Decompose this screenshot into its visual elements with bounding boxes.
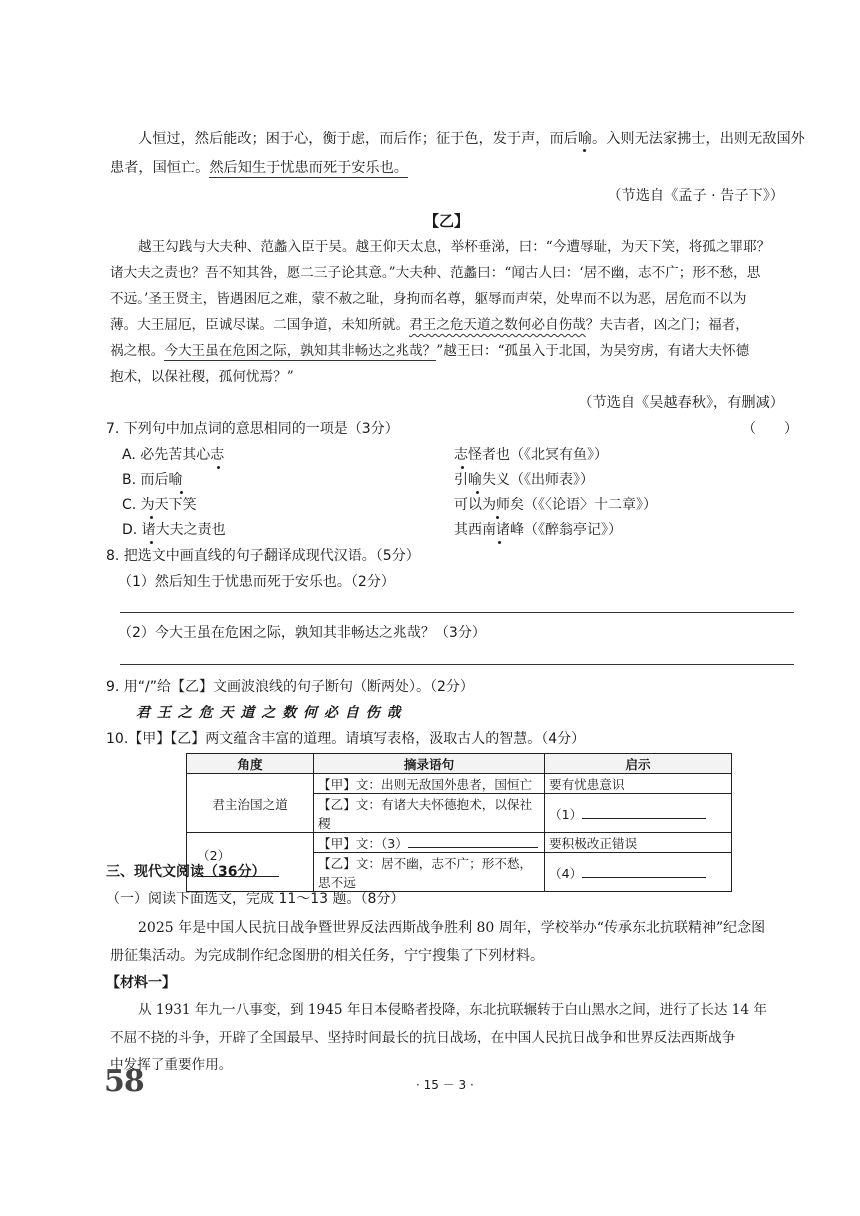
jia-line-2a: 患者，国恒亡。: [110, 160, 210, 176]
q10-group-2: （2）: [197, 847, 231, 863]
q10-row-1: [187, 774, 732, 794]
q7-option-c[interactable]: [122, 492, 197, 519]
page-number: 58: [104, 1064, 144, 1099]
q10-table: [186, 753, 732, 892]
jia-line-1c: 。入则无法家拂士，出则无敌国外: [592, 131, 805, 147]
q7-c-left: C. 为天下笑: [122, 497, 197, 513]
q10-r4-quote: 【乙】文：居不幽，志不广；形不愁，思不远: [314, 853, 545, 892]
jia-line-1: [138, 126, 805, 153]
q10-r2-insight: （1）: [549, 806, 583, 822]
q10-r4-insight: （4）: [549, 865, 583, 881]
yi-line-4a: 薄。大王屈厄，臣诚尽谋。二国争道，未知所就。: [110, 317, 410, 333]
q8-answer-line-1[interactable]: [120, 612, 794, 613]
q9-sentence[interactable]: 君 王 之 危 天 道 之 数 何 必 自 伤 哉: [136, 705, 402, 721]
q10-r2-quote: 【乙】文：有诸大夫怀德抱术，以保社稷: [314, 794, 545, 833]
q10-r3-quote-cell[interactable]: [314, 833, 545, 853]
yi-wavy-sentence: 君王之危天道之数何必自伤哉: [409, 317, 586, 333]
q7-a-dot: [217, 466, 220, 469]
yi-line-3: 不远。’圣王贤主，皆遇困厄之难，蒙不赦之耻，身拘而名尊，躯辱而声荣，处卑而不以为恶，居危而不以为: [110, 291, 747, 307]
q7-b-left: B. 而后喻: [122, 472, 183, 488]
material-1-line-3: 中发挥了重要作用。: [110, 1057, 233, 1073]
jia-line-1a: 人恒过，然后能改；困于心，衡于虑，而后作；征于色，发于声，而后: [138, 131, 578, 147]
yi-line-2: 诸大夫之责也？吾不知其咎，愿二三子论其意。”大夫种、范蠡曰：“闻古人曰：‘居不幽，志不广；形不愁，思: [110, 265, 761, 281]
q7-option-c-right: 可以为师矣（《〈论语〉十二章》）: [454, 497, 657, 513]
q10-r3-insight: 要积极改正错误: [545, 833, 732, 853]
q10-blank-3[interactable]: [408, 835, 538, 848]
q7-stem: 7. 下列句中加点词的意思相同的一项是（3分）: [106, 421, 399, 437]
q10-row-3: [187, 833, 732, 853]
q10-blank-4[interactable]: [582, 865, 706, 878]
q10-r2-insight-cell[interactable]: [545, 794, 732, 833]
q10-header-row: [187, 754, 732, 774]
section3-sub: （一）阅读下面选文，完成 11～13 题。（8分）: [106, 891, 405, 907]
q7-d-left: D. 诸大夫之责也: [122, 522, 226, 538]
q8-answer-line-2[interactable]: [120, 664, 794, 665]
q10-r1-insight: 要有忧患意识: [545, 774, 732, 794]
q10-r3-quote: 【甲】文：（3）: [318, 836, 408, 851]
jia-dotted-yu: 喻: [577, 131, 593, 147]
q7-option-a-right: 志怪者也（《北冥有鱼》）: [454, 447, 608, 463]
section3-heading: 三、现代文阅读（36分）: [106, 864, 266, 880]
q7-option-b[interactable]: [122, 467, 183, 494]
q10-stem: 10.【甲】【乙】两文蕴含丰富的道理。请填写表格，汲取古人的智慧。（4分）: [106, 731, 586, 747]
q7-answer-paren[interactable]: （ ）: [742, 421, 798, 437]
q7-d-right-dot: [498, 541, 501, 544]
yi-heading: 【乙】: [424, 212, 470, 230]
q8-sub-1: （1）然后知生于忧患而死于安乐也。（2分）: [118, 574, 395, 590]
q10-header-quote: 摘录语句: [314, 754, 545, 774]
section3-intro-1: 2025 年是中国人民抗日战争暨世界反法西斯战争胜利 80 周年，学校举办“传承东北抗联精神”纪念图: [138, 920, 766, 936]
q10-r4-insight-cell[interactable]: [545, 853, 732, 892]
jia-source: （节选自《孟子 · 告子下》）: [607, 188, 784, 204]
jia-line-2: [110, 155, 408, 182]
yi-line-1: 越王勾践与大夫种、范蠡入臣于吴。越王仰天太息，举杯垂涕，曰：“今遭辱耻，为天下笑，将孤之罪耶？: [138, 239, 771, 255]
yi-line-5: [110, 338, 749, 365]
q10-group-1: 君主治国之道: [187, 774, 314, 833]
page-label: · 15 － 3 ·: [416, 1078, 474, 1092]
yi-line-4: [110, 312, 749, 339]
q8-sub-2: （2）今大王虽在危困之际，孰知其非畅达之兆哉？（3分）: [118, 625, 486, 641]
q10-r1-quote: 【甲】文：出则无敌国外患者，国恒亡: [314, 774, 545, 794]
q9-stem: 9. 用“/”给【乙】文画波浪线的句子断句（断两处）。（2分）: [106, 679, 474, 695]
q7-option-b-right: 引喻失义（《出师表》）: [454, 472, 594, 488]
q7-option-d[interactable]: [122, 517, 226, 544]
yi-underlined-sentence: 今大王虽在危困之际，孰知其非畅达之兆哉？: [164, 343, 437, 359]
yi-line-5a: 祸之根。: [110, 343, 165, 359]
material-1-line-2: 不屈不挠的斗争，开辟了全国最早、坚持时间最长的抗日战场，在中国人民抗日战争和世界反法西斯战争: [110, 1030, 736, 1046]
q8-stem: 8. 把选文中画直线的句子翻译成现代汉语。（5分）: [106, 548, 420, 564]
q7-option-a[interactable]: [122, 442, 224, 469]
yi-line-5c: ”越王曰：“孤虽入于北国，为吴穷虏，有诸大夫怀德: [436, 343, 750, 359]
jia-underlined-sentence: 然后知生于忧患而死于安乐也。: [209, 160, 408, 176]
q10-header-angle: 角度: [187, 754, 314, 774]
yi-line-6: 抱术，以保社稷，孤何忧焉？”: [110, 369, 294, 385]
q10-header-insight: 启示: [545, 754, 732, 774]
material-1-label: 【材料一】: [106, 975, 176, 991]
q10-blank-1[interactable]: [582, 806, 706, 819]
q7-a-left: A. 必先苦其心志: [122, 447, 225, 463]
material-1-line-1: 从 1931 年九一八事变，到 1945 年日本侵略者投降，东北抗联辗转于白山黑水之间，进行了长达 14 年: [138, 1002, 767, 1018]
yi-source: （节选自《吴越春秋》，有删减）: [578, 395, 784, 411]
q7-option-d-right: 其西南诸峰（《醉翁亭记》）: [454, 522, 622, 538]
section3-intro-2: 册征集活动。为完成制作纪念图册的相关任务，宁宁搜集了下列材料。: [110, 948, 544, 964]
yi-line-4b: ？夫吉者，凶之门；福者，: [585, 317, 749, 333]
